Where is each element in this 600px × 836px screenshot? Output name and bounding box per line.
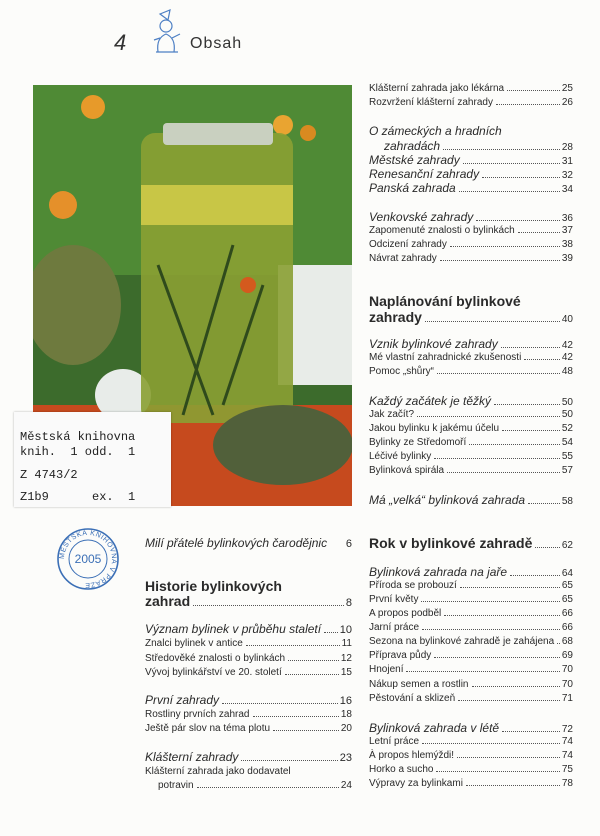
toc-entry[interactable]	[369, 309, 573, 325]
toc-entry-title: A propos podběl	[369, 608, 442, 619]
toc-entry-title: Klášterní zahrady	[145, 750, 239, 764]
toc-entry[interactable]	[369, 580, 573, 591]
toc-entry-title: Jak začít?	[369, 409, 415, 420]
toc-entry-title: Jarní práce	[369, 622, 420, 633]
toc-entry[interactable]	[145, 750, 352, 764]
toc-entry[interactable]	[145, 667, 352, 678]
library-label-line: Městská knihovna	[20, 430, 136, 444]
toc-entry-page: 6	[345, 538, 352, 550]
toc-entry[interactable]	[369, 239, 573, 250]
toc-entry[interactable]	[369, 451, 573, 462]
toc-entry-title: Horko a sucho	[369, 764, 434, 775]
toc-entry[interactable]	[369, 736, 573, 747]
toc-entry-page: 36	[561, 213, 573, 224]
toc-entry-page: 11	[341, 638, 352, 649]
toc-entry-title: Klášterní zahrada jako dodavatel	[145, 766, 291, 777]
toc-entry-title: Klášterní zahrada jako lékárna	[369, 83, 505, 94]
toc-entry-title: O zámeckých a hradních	[369, 124, 502, 138]
toc-entry-page: 65	[561, 594, 573, 605]
toc-entry-title: Pomoc „shůry“	[369, 366, 435, 377]
toc-entry[interactable]	[369, 608, 573, 619]
toc-entry[interactable]	[369, 679, 573, 690]
toc-entry-title: Panská zahrada	[369, 181, 456, 195]
toc-entry-title: Příroda se probouzí	[369, 580, 457, 591]
toc-entry-title: Středověké znalosti o bylinkách	[145, 653, 286, 664]
toc-entry-title: zahrady	[369, 309, 422, 325]
toc-entry-title: Sezona na bylinkové zahradě je zahájena	[369, 636, 555, 647]
toc-entry[interactable]	[145, 723, 352, 734]
toc-entry-page: 28	[561, 142, 573, 153]
toc-entry-title: Pěstování a sklizeň	[369, 693, 456, 704]
toc-entry-title: Rok v bylinkové zahradě	[369, 535, 533, 551]
toc-entry-title: První květy	[369, 594, 419, 605]
toc-entry[interactable]	[369, 664, 573, 675]
toc-entry-page: 70	[561, 679, 573, 690]
toc-entry[interactable]	[145, 653, 352, 664]
toc-entry-page: 39	[561, 253, 573, 264]
toc-entry[interactable]	[145, 593, 352, 609]
toc-entry[interactable]	[369, 253, 573, 264]
toc-entry[interactable]	[369, 153, 573, 167]
header-title: Obsah	[190, 35, 243, 52]
toc-entry-title: zahradách	[384, 139, 441, 153]
toc-entry-title: Rozvržení klášterní zahrady	[369, 97, 493, 108]
toc-entry-page: 52	[561, 423, 573, 434]
toc-entry-page: 42	[561, 352, 573, 363]
toc-entry-page: 40	[561, 314, 573, 325]
toc-chapter-title: Historie bylinkových	[145, 578, 282, 594]
toc-entry-title: Bylinková spirála	[369, 465, 445, 476]
toc-entry[interactable]	[369, 693, 573, 704]
toc-entry[interactable]	[369, 97, 573, 108]
toc-entry-page: 50	[561, 397, 573, 408]
toc-entry-page: 8	[345, 597, 352, 609]
toc-entry-page: 26	[561, 97, 573, 108]
toc-entry-title: Jakou bylinku k jakému účelu	[369, 423, 500, 434]
toc-entry[interactable]	[369, 636, 573, 647]
stamp-year: 2005	[74, 552, 102, 566]
toc-entry-title: Nákup semen a rostlin	[369, 679, 469, 690]
toc-entry-page: 23	[339, 752, 352, 764]
toc-entry[interactable]	[369, 437, 573, 448]
toc-entry-title: zahrad	[145, 593, 191, 609]
toc-entry-title: Hnojení	[369, 664, 404, 675]
toc-entry[interactable]	[369, 423, 573, 434]
toc-entry-page: 55	[561, 451, 573, 462]
toc-entry-page: 48	[561, 366, 573, 377]
library-stamp	[56, 527, 120, 591]
toc-entry-page: 18	[340, 709, 352, 720]
toc-entry-page: 31	[561, 156, 573, 167]
toc-entry-title: Mé vlastní zahradnické zkušenosti	[369, 352, 522, 363]
toc-entry[interactable]	[369, 650, 573, 661]
toc-entry-title: Letní práce	[369, 736, 420, 747]
toc-entry[interactable]	[369, 225, 573, 236]
toc-entry-title: Bylinková zahrada v létě	[369, 721, 500, 735]
toc-entry[interactable]	[369, 337, 573, 351]
toc-entry-title: Vznik bylinkové zahrady	[369, 337, 498, 351]
stamp-text: MĚSTSKÁ KNIHOVNA V PRAZE	[58, 529, 118, 589]
toc-entry[interactable]	[369, 83, 573, 94]
toc-entry-title: Venkovské zahrady	[369, 210, 474, 224]
elf-mascot-icon	[146, 8, 188, 54]
toc-entry-page: 57	[561, 465, 573, 476]
toc-entry-title: Výpravy za bylinkami	[369, 778, 463, 789]
toc-entry[interactable]	[145, 622, 352, 636]
toc-entry-page: 50	[561, 409, 573, 420]
toc-entry-page: 78	[561, 778, 573, 789]
toc-entry-page: 32	[561, 170, 573, 181]
toc-entry-page: 34	[561, 184, 573, 195]
toc-entry-title: Ještě pár slov na téma plotu	[145, 723, 271, 734]
toc-entry-title: Návrat zahrady	[369, 253, 437, 264]
toc-entry-title: Bylinky ze Středomoří	[369, 437, 467, 448]
toc-entry-page: 12	[340, 653, 352, 664]
toc-entry[interactable]	[369, 181, 573, 195]
toc-entry[interactable]	[369, 167, 573, 181]
library-label-line: Z 4743/2	[20, 468, 78, 482]
toc-entry-title: Bylinková zahrada na jaře	[369, 565, 508, 579]
toc-entry-page: 74	[561, 750, 573, 761]
toc-entry[interactable]	[369, 210, 573, 224]
toc-entry-title: Městské zahrady	[369, 153, 460, 167]
toc-entry-page: 20	[340, 723, 352, 734]
toc-entry[interactable]	[369, 409, 573, 420]
toc-entry-page: 64	[561, 568, 573, 579]
toc-entry-title: Znalci bylinek v antice	[145, 638, 243, 649]
toc-entry-page: 71	[561, 693, 573, 704]
toc-entry[interactable]	[369, 535, 573, 551]
toc-entry-title: První zahrady	[145, 693, 220, 707]
toc-entry-page: 66	[561, 608, 573, 619]
toc-chapter-title: Naplánování bylinkové	[369, 293, 521, 309]
toc-entry-page: 62	[561, 540, 573, 551]
toc-entry-title: Rostliny prvních zahrad	[145, 709, 250, 720]
library-label-line: Z1b9 ex. 1	[20, 490, 136, 504]
toc-entry-page: 25	[561, 83, 573, 94]
toc-entry-page: 15	[340, 667, 352, 678]
toc-entry-page: 38	[561, 239, 573, 250]
toc-entry[interactable]	[369, 778, 573, 789]
toc-entry-title: Má „velká“ bylinková zahrada	[369, 493, 526, 507]
toc-entry[interactable]	[369, 465, 573, 476]
toc-entry-page: 37	[561, 225, 573, 236]
page-number: 4	[114, 30, 127, 55]
toc-entry-page: 16	[339, 695, 352, 707]
toc-entry-page: 70	[561, 664, 573, 675]
toc-entry-title: Milí přátelé bylinkových čarodějnic	[145, 536, 328, 550]
toc-entry[interactable]	[369, 394, 573, 408]
toc-entry-title: Odcizení zahrady	[369, 239, 447, 250]
toc-entry-page: 72	[561, 724, 573, 735]
toc-entry-title: Léčivé bylinky	[369, 451, 432, 462]
library-label-line: knih. 1 odd. 1	[20, 445, 136, 459]
toc-entry[interactable]	[369, 565, 573, 579]
toc-entry[interactable]	[369, 764, 573, 775]
toc-entry-page: 58	[561, 496, 573, 507]
toc-entry[interactable]	[369, 721, 573, 735]
toc-entry-title: Význam bylinek v průběhu staletí	[145, 622, 322, 636]
toc-entry-page: 54	[561, 437, 573, 448]
toc-entry-page: 10	[339, 624, 352, 636]
toc-entry-title: potravin	[158, 780, 194, 791]
toc-entry-page: 68	[561, 636, 573, 647]
toc-entry[interactable]	[369, 594, 573, 605]
toc-entry[interactable]	[145, 709, 352, 720]
toc-entry[interactable]	[369, 750, 573, 761]
toc-entry[interactable]	[145, 693, 352, 707]
library-label	[14, 412, 171, 507]
toc-entry[interactable]	[369, 622, 573, 633]
toc-entry[interactable]	[145, 638, 352, 649]
toc-entry-title: À propos hlemýždi!	[369, 750, 455, 761]
toc-entry-title: Zapomenuté znalosti o bylinkách	[369, 225, 515, 236]
toc-entry-title: Renesanční zahrady	[369, 167, 480, 181]
toc-entry-page: 42	[561, 340, 573, 351]
toc-entry-page: 69	[561, 650, 573, 661]
toc-entry-page: 24	[340, 780, 352, 791]
toc-entry[interactable]	[369, 366, 573, 377]
toc-entry[interactable]	[145, 536, 352, 550]
toc-entry-page: 74	[561, 736, 573, 747]
toc-entry[interactable]	[369, 493, 573, 507]
toc-entry[interactable]	[369, 352, 573, 363]
toc-entry-title: Příprava půdy	[369, 650, 432, 661]
toc-entry-page: 75	[561, 764, 573, 775]
toc-entry-title: Vývoj bylinkářství ve 20. století	[145, 667, 282, 678]
toc-entry-page: 66	[561, 622, 573, 633]
toc-entry[interactable]	[384, 139, 573, 153]
toc-entry-page: 65	[561, 580, 573, 591]
toc-entry[interactable]	[158, 780, 352, 791]
toc-entry-title: Každý začátek je těžký	[369, 394, 492, 408]
